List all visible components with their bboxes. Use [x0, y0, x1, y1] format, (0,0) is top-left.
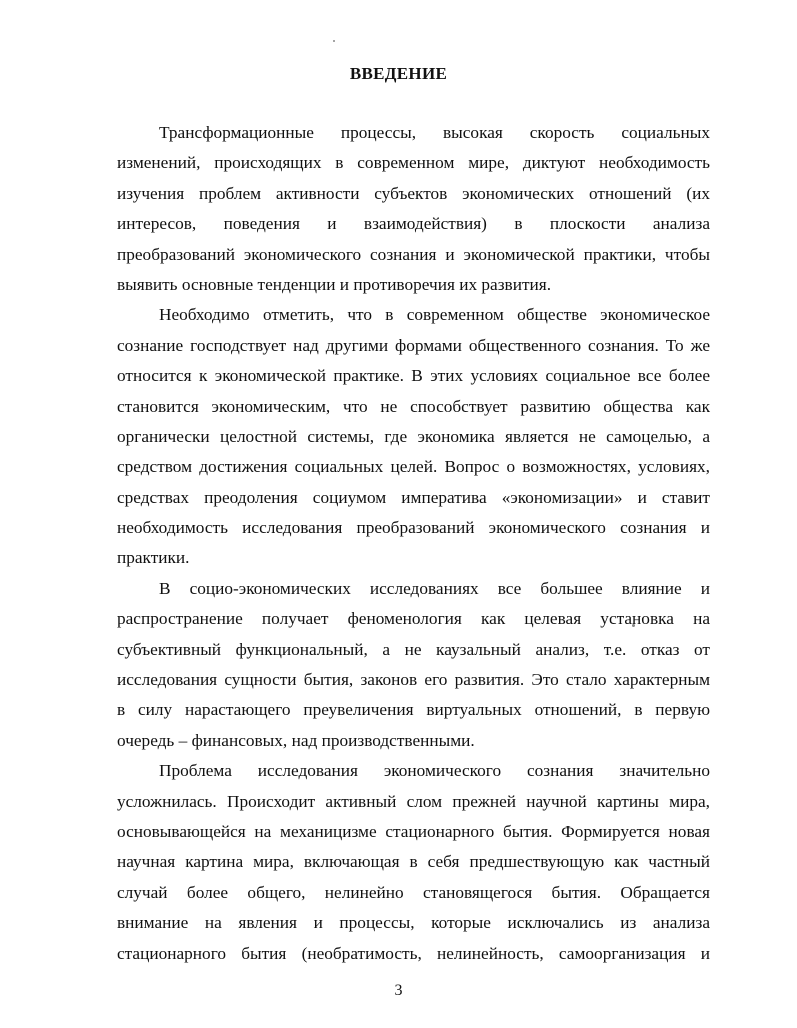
- text-line: очередь – финансовых, над производственными.: [117, 730, 475, 750]
- text-line: относится к экономической практике. В этих условиях социальное все более: [117, 366, 710, 386]
- text-line: изучения проблем активности субъектов экономических отношений (их: [117, 183, 710, 203]
- text-line: исследования сущности бытия, законов его развития. Это стало характерным: [117, 670, 710, 690]
- text-line: внимание на явления и процессы, которые исключались из анализа: [117, 913, 710, 933]
- text-line: основывающейся на механицизме стационарного бытия. Формируется новая: [117, 821, 710, 841]
- scan-speck: [333, 40, 335, 42]
- text-line: сознание господствует над другими формами общественного сознания. То же: [117, 335, 710, 355]
- text-line: средствах преодоления социумом императива «экономизации» и ставит: [117, 487, 710, 507]
- paragraph-1: [117, 118, 710, 300]
- text-line: усложнилась. Происходит активный слом прежней научной картины мира,: [117, 791, 710, 811]
- text-line: Необходимо отметить, что в современном обществе экономическое: [159, 305, 710, 325]
- body-text: [117, 118, 710, 969]
- text-line: распространение получает феноменология как целевая установка на: [117, 609, 710, 629]
- text-line: в силу нарастающего преувеличения виртуальных отношений, в первую: [117, 700, 710, 720]
- paragraph-2: [117, 300, 710, 574]
- text-line: Проблема исследования экономического сознания значительно: [159, 761, 710, 781]
- text-line: научная картина мира, включающая в себя предшествующую как частный: [117, 852, 710, 872]
- text-line: интересов, поведения и взаимодействия) в плоскости анализа: [117, 214, 710, 234]
- page-title: ВВЕДЕНИЕ: [349, 64, 448, 83]
- text-line: преобразований экономического сознания и экономической практики, чтобы: [117, 244, 710, 264]
- text-line: необходимость исследования преобразований экономического сознания и: [117, 518, 710, 538]
- text-line: случай более общего, нелинейно становящегося бытия. Обращается: [117, 882, 710, 902]
- text-line: органически целостной системы, где экономика является не самоцелью, а: [117, 426, 710, 446]
- text-line: средством достижения социальных целей. Вопрос о возможностях, условиях,: [117, 457, 710, 477]
- paragraph-4: [117, 756, 710, 969]
- text-line: В социо-экономических исследованиях все большее влияние и: [159, 578, 710, 598]
- text-line: Трансформационные процессы, высокая скорость социальных: [159, 123, 710, 142]
- text-line: становится экономическим, что не способствует развитию общества как: [117, 396, 710, 416]
- paragraph-3: [117, 574, 710, 756]
- text-line: стационарного бытия (необратимость, нелинейность, самоорганизация и: [117, 943, 710, 963]
- text-line: изменений, происходящих в современном мире, диктуют необходимость: [117, 153, 710, 173]
- page-number: 3: [394, 982, 403, 999]
- text-line: субъективный функциональный, а не каузальный анализ, т.е. отказ от: [117, 639, 710, 659]
- text-line: выявить основные тенденции и противоречия их развития.: [117, 274, 552, 294]
- text-line: практики.: [117, 548, 190, 568]
